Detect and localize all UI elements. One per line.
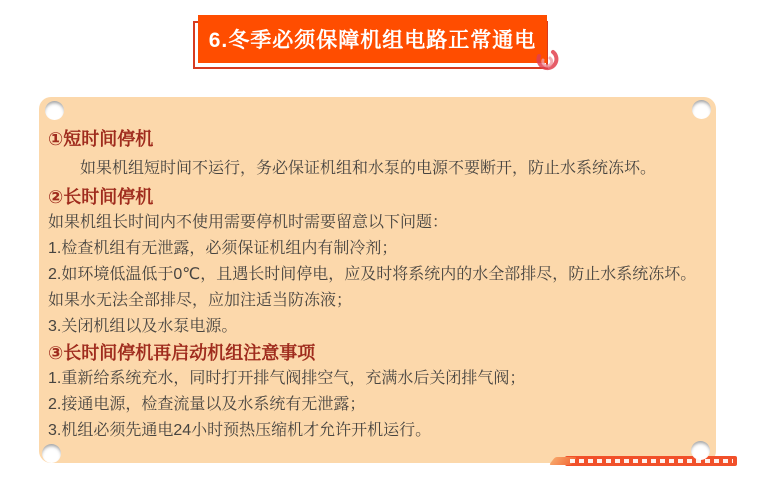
list-item: 1.重新给系统充水，同时打开排气阀排空气，充满水后关闭排气阀； <box>48 370 526 387</box>
content-card <box>39 97 716 463</box>
banner-title: 6.冬季必须保障机组电路正常通电 <box>208 29 537 52</box>
list-item: 1.检查机组有无泄露，必须保证机组内有制冷剂； <box>48 240 398 257</box>
ribbon-curl-icon <box>533 48 565 82</box>
hole-punch-top-left-icon <box>45 101 64 120</box>
section-heading-short-shutdown: ①短时间停机 <box>48 129 154 149</box>
list-item: 2.如环境低温低于0℃，且遇长时间停电，应及时将系统内的水全部排尽，防止水系统冻坏。如果水无法全部排尽，应加注适当防冻液； <box>48 266 697 309</box>
list-item: 3.关闭机组以及水泵电源。 <box>48 318 238 335</box>
list-item: 2.接通电源，检查流量以及水系统有无泄露； <box>48 396 366 413</box>
card-content <box>39 97 716 444</box>
dashed-strip-decoration <box>565 456 737 466</box>
hole-punch-bottom-right-icon <box>691 441 710 460</box>
hole-punch-top-right-icon <box>692 100 711 119</box>
list-item: 3.机组必须先通电24小时预热压缩机才允许开机运行。 <box>48 422 432 439</box>
section-heading-restart-notes: ③长时间停机再启动机组注意事项 <box>48 343 316 363</box>
hole-punch-bottom-left-icon <box>42 444 61 463</box>
strip-dashes-decoration <box>570 459 733 463</box>
section-heading-long-shutdown: ②长时间停机 <box>48 187 154 207</box>
paragraph: 如果机组长时间内不使用需要停机时需要留意以下问题： <box>48 214 449 231</box>
section-banner <box>198 15 547 63</box>
paragraph: 如果机组短时间不运行，务必保证机组和水泵的电源不要断开，防止水系统冻坏。 <box>80 160 657 177</box>
